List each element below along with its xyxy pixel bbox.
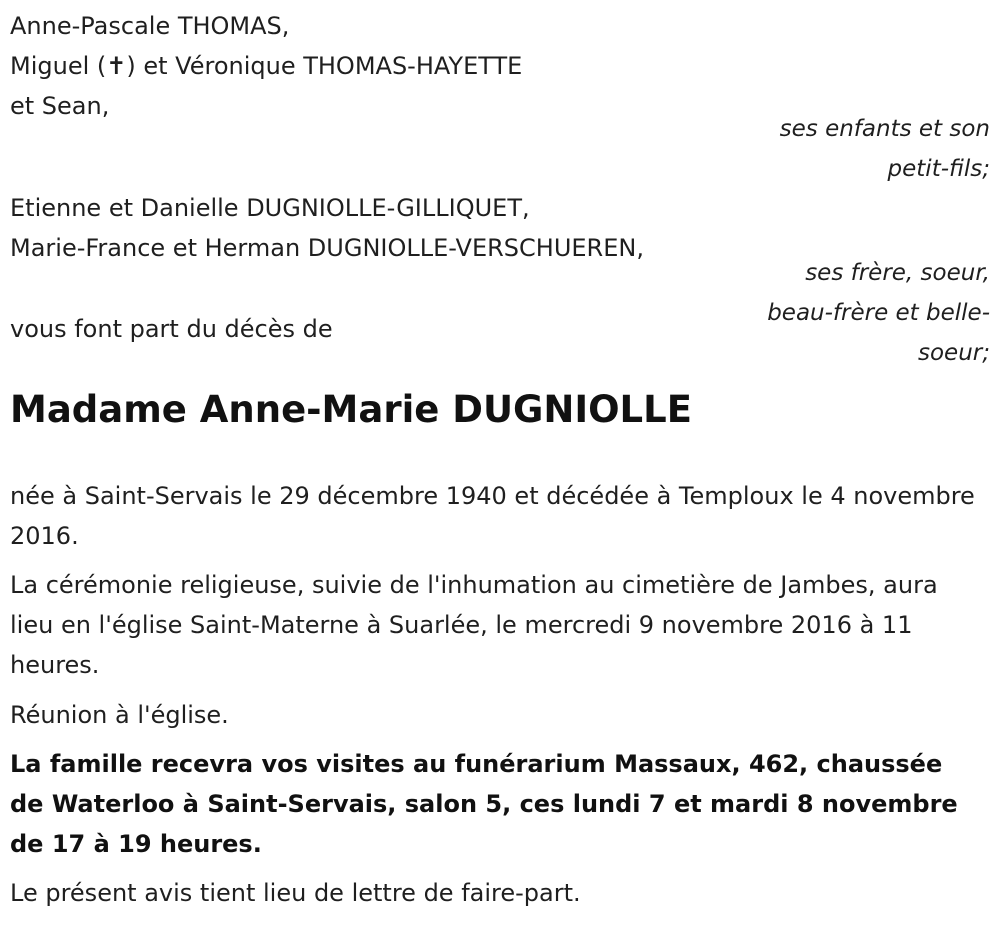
reunion-paragraph: Réunion à l'église.: [10, 701, 229, 729]
relation-siblings-line3: soeur;: [918, 340, 990, 366]
relation-siblings-line2: beau-frère et belle-: [767, 300, 990, 326]
family-line-etienne-danielle: Etienne et Danielle DUGNIOLLE-GILLIQUET,: [10, 194, 530, 222]
announcement-text: vous font part du décès de: [10, 315, 333, 343]
relation-children-line1: ses enfants et son: [779, 116, 990, 142]
birth-death-paragraph: née à Saint-Servais le 29 décembre 1940 et décédée à Temploux le 4 novembre 2016.: [10, 482, 975, 550]
notice-paragraph: Le présent avis tient lieu de lettre de faire-part.: [10, 879, 581, 907]
family-line-miguel-veronique: Miguel (✝) et Véronique THOMAS-HAYETTE: [10, 52, 523, 80]
family-line-anne-pascale: Anne-Pascale THOMAS,: [10, 12, 290, 40]
family-line-marie-france-herman: Marie-France et Herman DUGNIOLLE-VERSCHUEREN,: [10, 234, 644, 262]
ceremony-paragraph: La cérémonie religieuse, suivie de l'inhumation au cimetière de Jambes, aura lieu en l'église Saint-Materne à Suarlée, le mercredi 9 novembre 2016 à 11 heures.: [10, 571, 938, 679]
family-line-sean: et Sean,: [10, 92, 110, 120]
deceased-name: Madame Anne-Marie DUGNIOLLE: [10, 388, 692, 431]
relation-children-line2: petit-fils;: [887, 156, 990, 182]
relation-siblings-line1: ses frère, soeur,: [805, 260, 990, 286]
visits-paragraph: La famille recevra vos visites au funérarium Massaux, 462, chaussée de Waterloo à Saint-Servais, salon 5, ces lundi 7 et mardi 8 novembre de 17 à 19 heures.: [10, 750, 958, 858]
